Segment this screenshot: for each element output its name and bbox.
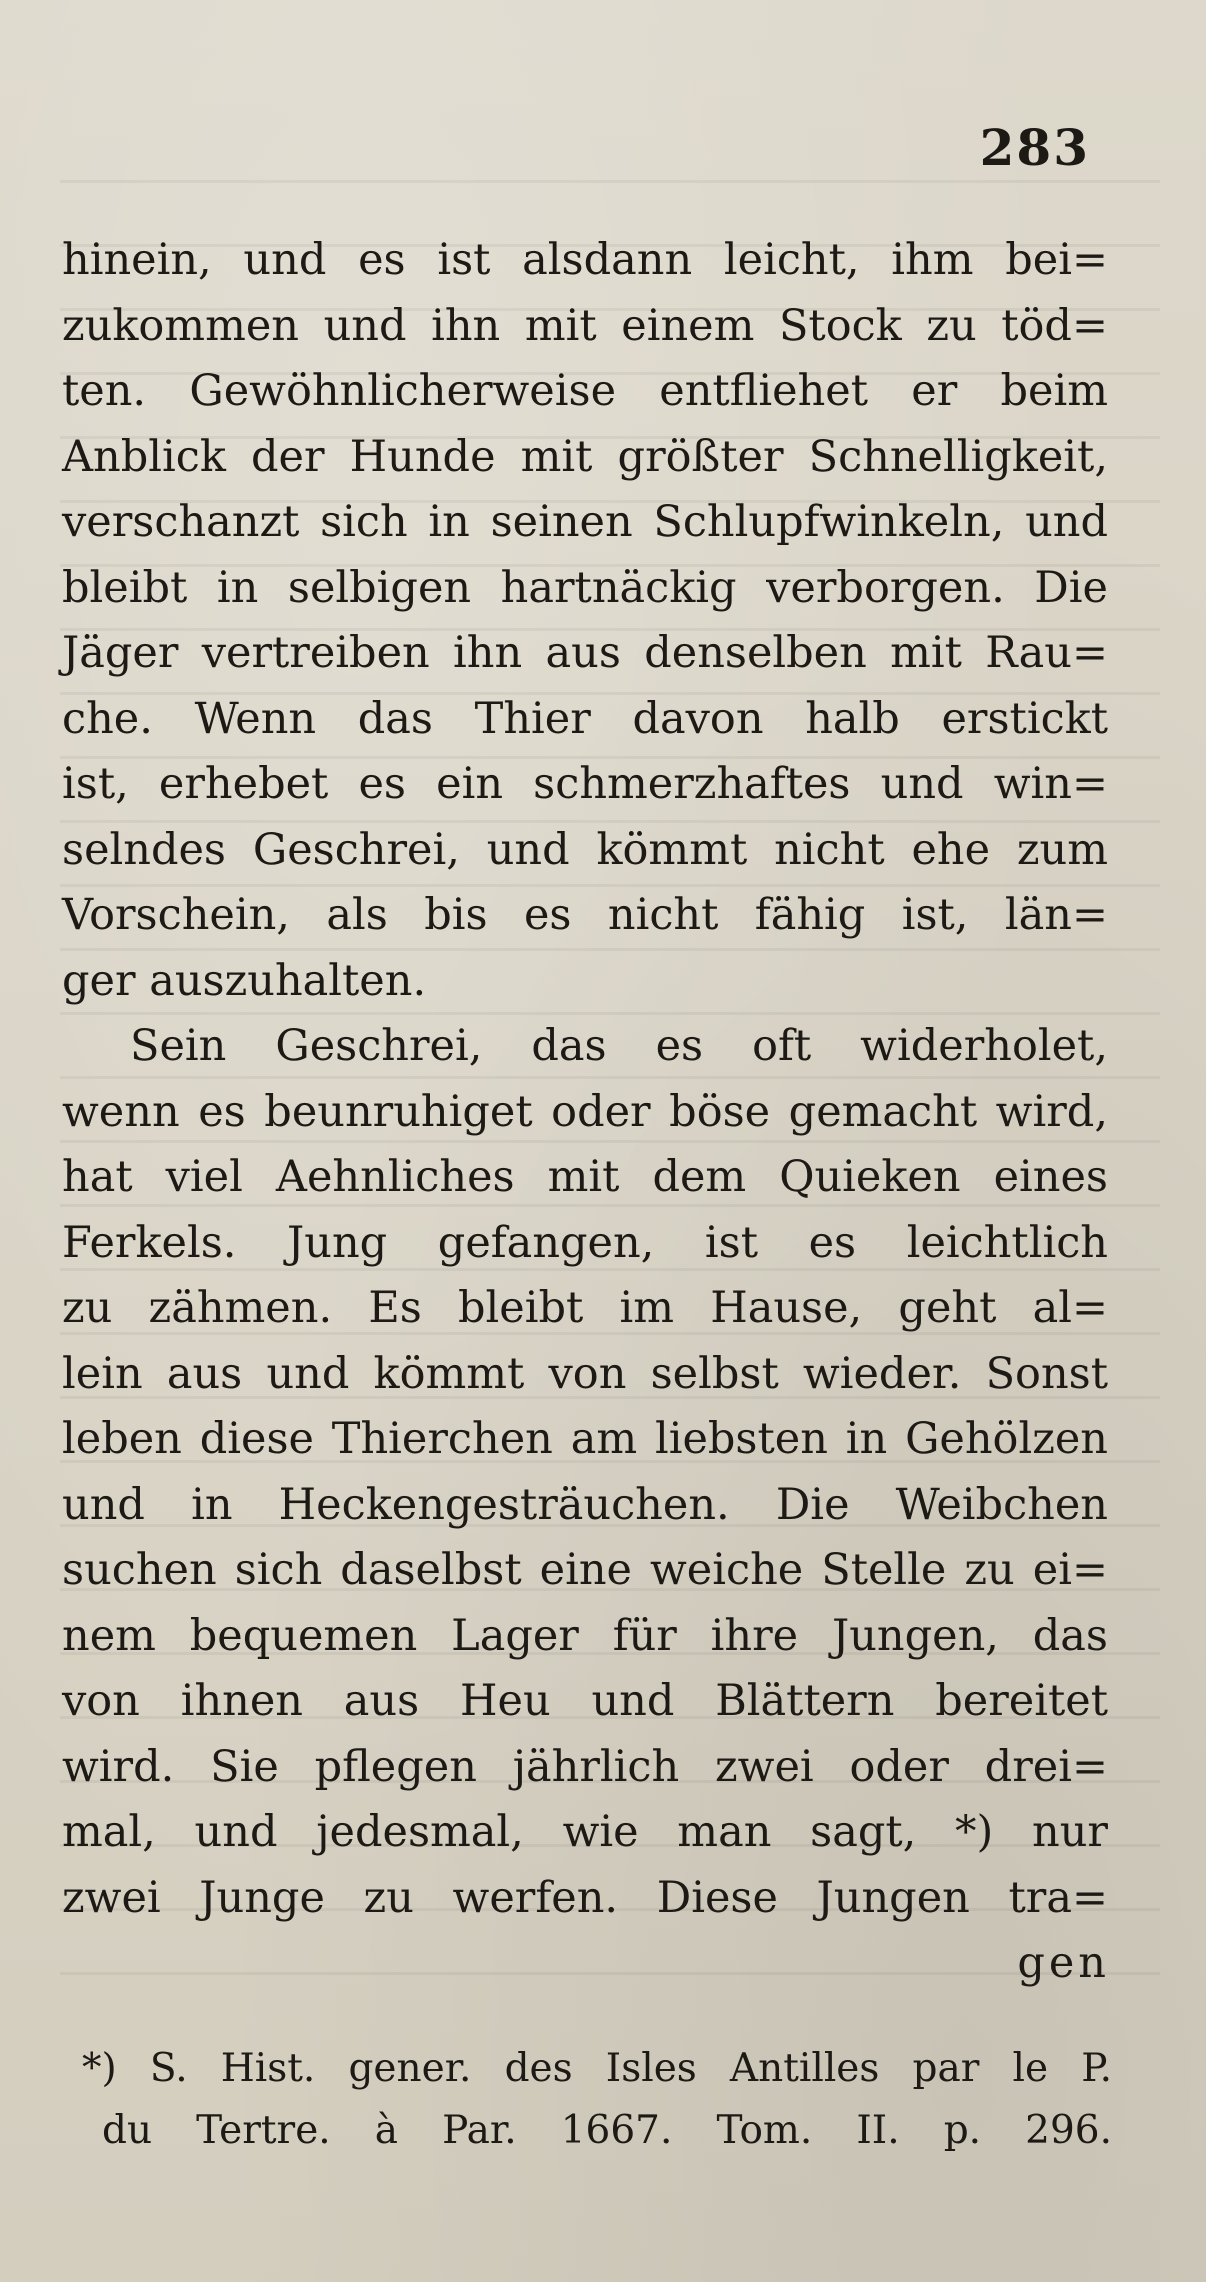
text-line: zu zähmen. Es bleibt im Hause, geht al= [62,1283,1108,1333]
text-line: ist, erhebet es ein schmerzhaftes und win= [62,759,1108,809]
text-line: Anblick der Hunde mit größter Schnelligkeit, [62,431,1108,482]
text-line: ger auszuhalten. [62,955,427,1006]
text-line: wird. Sie pflegen jährlich zwei oder drei= [62,1741,1108,1792]
footnote [82,2038,1112,2162]
footnote-line: *) S. Hist. gener. des Isles Antilles par le P. [82,2046,1112,2091]
text-line: und in Heckengesträuchen. Die Weibchen [62,1479,1108,1530]
text-line: ten. Gewöhnlicherweise entfliehet er beim [62,366,1108,416]
text-line: Vorschein, als bis es nicht fähig ist, län= [62,890,1108,940]
text-line: che. Wenn das Thier davon halb erstickt [62,693,1108,744]
body-text [62,228,1108,1931]
text-line: zukommen und ihn mit einem Stock zu töd= [62,300,1108,351]
text-line: zwei Junge zu werfen. Diese Jungen tra= [62,1872,1108,1923]
paragraph-start-line: Sein Geschrei, das es oft widerholet, [130,1021,1108,1071]
text-line: lein aus und kömmt von selbst wieder. Sonst [62,1348,1108,1399]
text-line: verschanzt sich in seinen Schlupfwinkeln, und [62,497,1108,547]
text-line: Ferkels. Jung gefangen, ist es leichtlich [62,1217,1108,1268]
text-line: selndes Geschrei, und kömmt nicht ehe zum [62,824,1108,875]
text-line: bleibt in selbigen hartnäckig verborgen. Die [62,562,1108,613]
catchword: gen [1017,1938,1110,1988]
text-line: von ihnen aus Heu und Blättern bereitet [62,1676,1108,1726]
page-number: 283 [979,118,1090,177]
text-line: nem bequemen Lager für ihre Jungen, das [62,1610,1108,1661]
text-line: hinein, und es ist alsdann leicht, ihm bei= [62,235,1108,285]
text-line: wenn es beunruhiget oder böse gemacht wird, [62,1086,1108,1137]
text-line: hat viel Aehnliches mit dem Quieken eines [62,1152,1108,1202]
footnote-line: du Tertre. à Par. 1667. Tom. II. p. 296. [102,2108,1112,2153]
text-line: mal, und jedesmal, wie man sagt, *) nur [62,1807,1108,1857]
text-line: leben diese Thierchen am liebsten in Gehölzen [62,1414,1108,1464]
text-line: Jäger vertreiben ihn aus denselben mit Rau= [62,628,1108,678]
text-line: suchen sich daselbst eine weiche Stelle zu ei= [62,1545,1108,1595]
